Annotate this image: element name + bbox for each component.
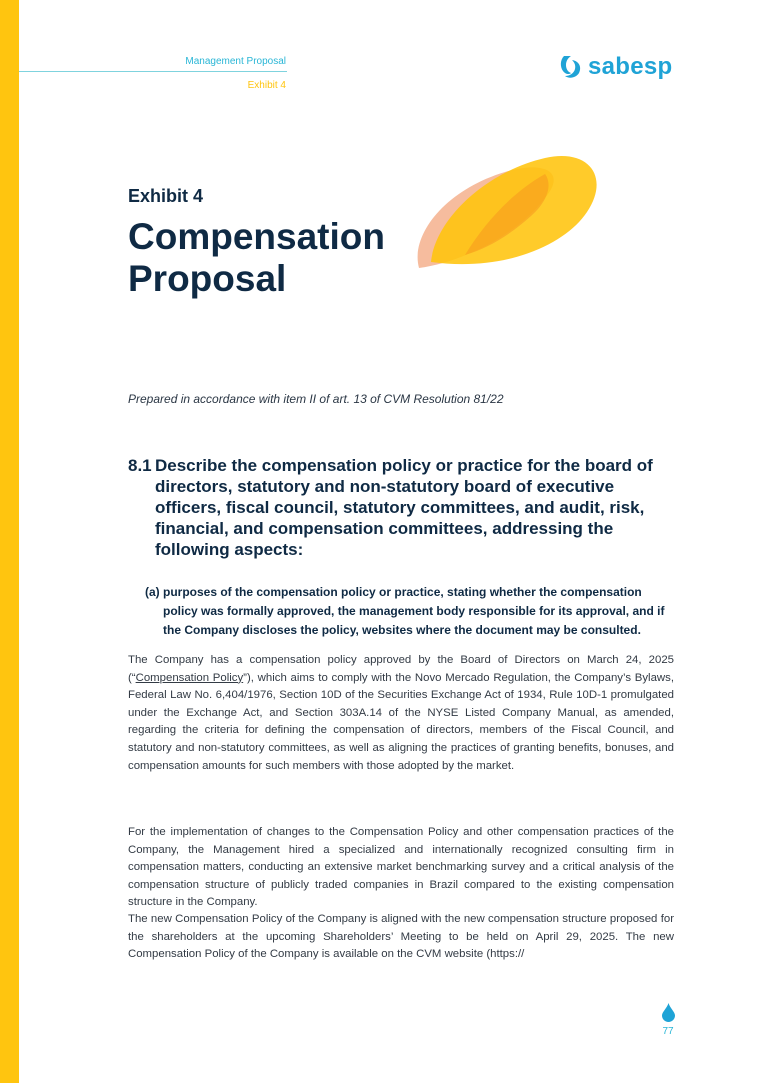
page-number: 77 <box>662 1026 674 1037</box>
header-doc-section: Exhibit 4 <box>247 80 286 91</box>
prepared-note: Prepared in accordance with item II of art. 13 of CVM Resolution 81/22 <box>128 392 504 406</box>
subitem-text: purposes of the compensation policy or practice, stating whether the compensation policy was formally approved, the management body responsible for its approval, and if the Company discloses the policy, websites where the document may be consulted. <box>163 585 665 637</box>
paragraph-2: For the implementation of changes to the Compensation Policy and other compensation practices of the Company, the Management hired a specialized and internationally recognized consulting firm in compensation matters, conducting an extensive market benchmarking survey and a critical analysis of the compensation structure of publicly traded companies in Brazil compared to the existing compensation structure in the Company. <box>128 826 674 909</box>
header-rule <box>19 71 287 72</box>
paragraph-1 <box>128 652 674 775</box>
paragraph-1-start: The Company has a compensation policy approved by the Board of Directors on March 24, 2025 (“ <box>128 654 674 684</box>
logo-wordmark: sabesp <box>588 53 673 80</box>
page-title: Compensation Proposal <box>128 216 385 299</box>
subitem-label: (a) <box>145 585 160 599</box>
sabesp-logo-icon <box>559 54 583 80</box>
side-accent-bar <box>0 0 19 1083</box>
section-question: Describe the compensation policy or practice for the board of directors, statutory and non-statutory board of executive officers, fiscal council, statutory committees, and audit, risk, financial, and compensation committees, addressing the following aspects: <box>155 456 653 559</box>
paragraph-3: The new Compensation Policy of the Company is aligned with the new compensation structure proposed for the shareholders at the upcoming Shareholders’ Meeting to be held on April 29, 2025. The new Compensation Policy of the Company is available on the CVM website (https:// <box>128 913 674 961</box>
sabesp-logo <box>559 52 673 82</box>
compensation-policy-term: Compensation Policy <box>135 671 244 684</box>
decorative-leaf-shapes <box>405 150 605 280</box>
water-drop-icon <box>662 1003 675 1022</box>
exhibit-label: Exhibit 4 <box>128 186 204 206</box>
paragraph-1-end: ”), which aims to comply with the Novo Mercado Regulation, the Company’s Bylaws, Federal Law No. 6,404/1976, Section 10D of the Securities Exchange Act of 1934, Rule 10D-1 promulgated under the Exchange Act, and Section 303A.14 of the NYSE Listed Company Manual, as amended, regarding the criteria for defining the compensation of directors, members of the Fiscal Council, and statutory and non-statutory committees, as well as aligning the practices of granting benefits, bonuses, and compensation amounts for such members with those adopted by the market. <box>128 671 675 772</box>
section-number: 8.1 <box>128 456 152 475</box>
header-doc-title: Management Proposal <box>185 56 286 67</box>
